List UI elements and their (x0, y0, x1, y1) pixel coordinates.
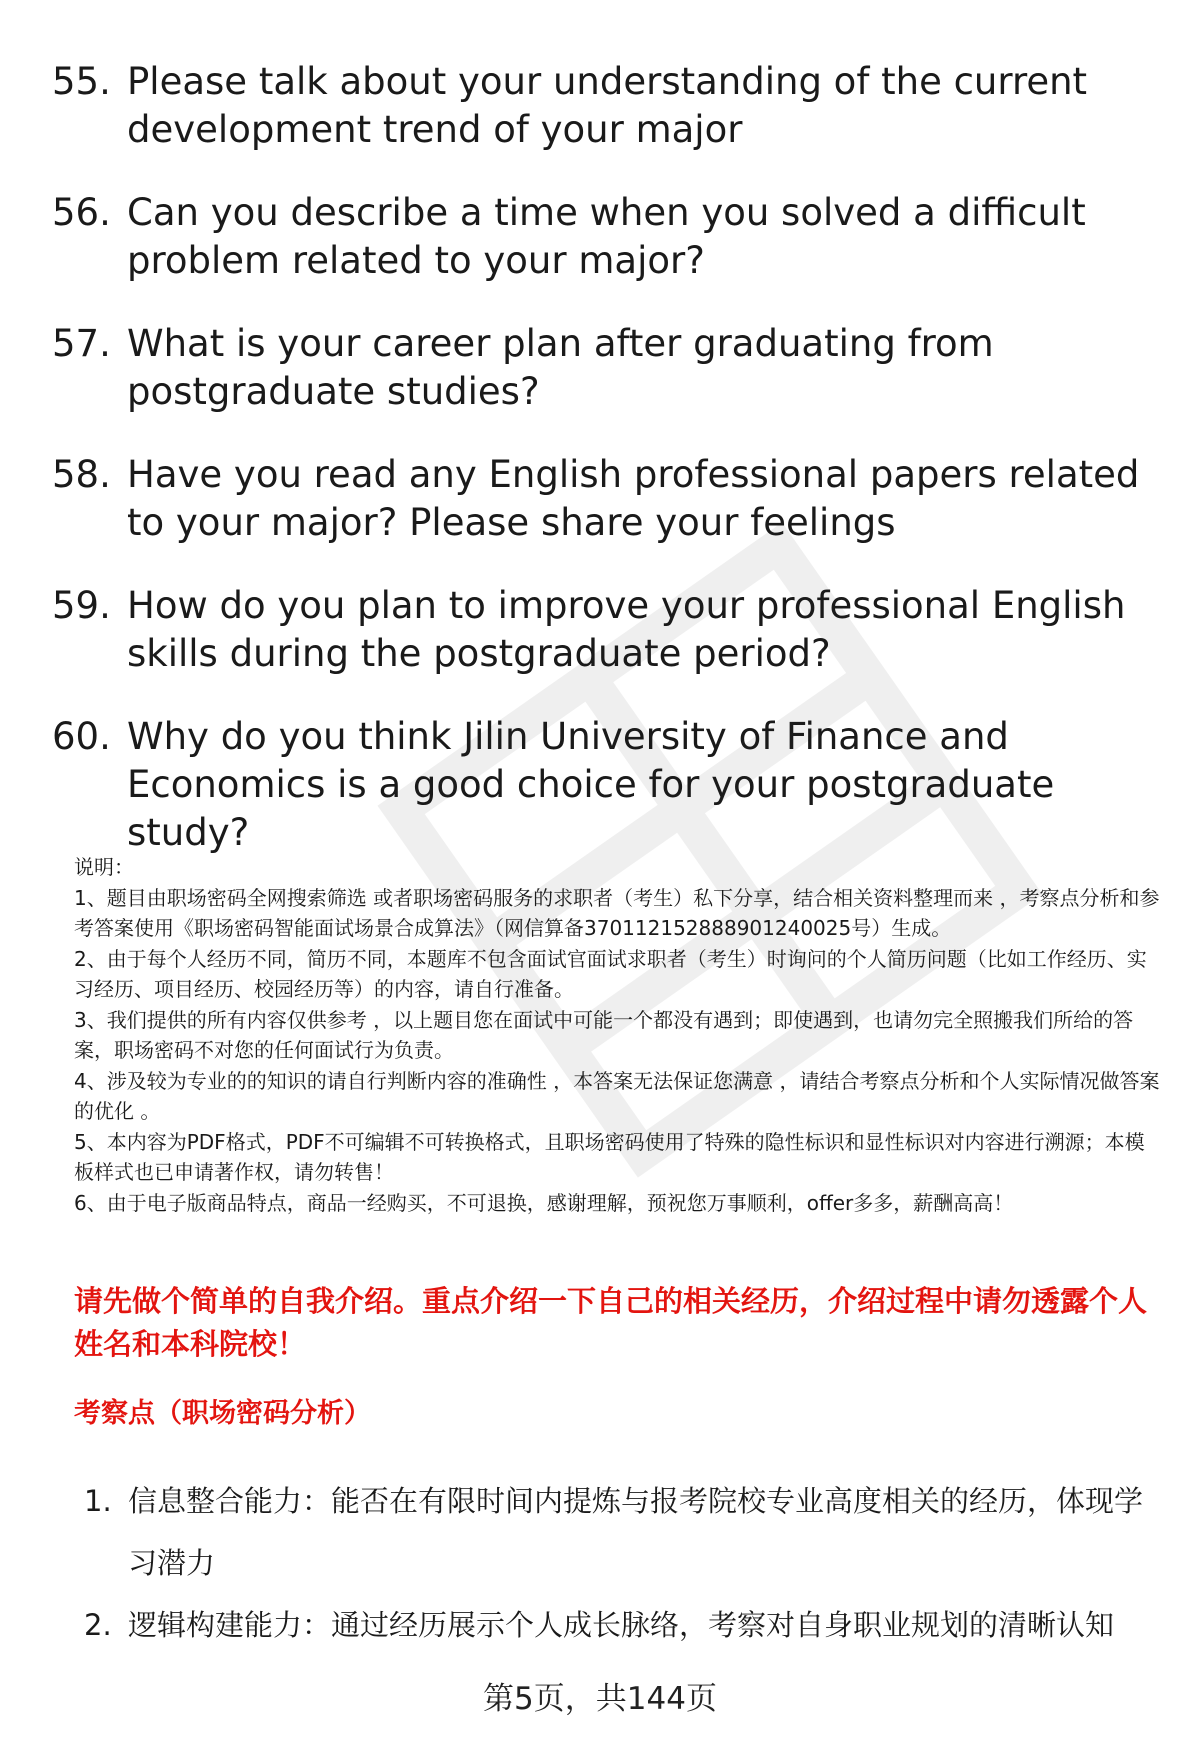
question-text: Have you read any English professional papers related to your major? Please share your feelings (127, 453, 1140, 544)
question-number: 57. (52, 322, 111, 365)
note-item: 3、我们提供的所有内容仅供参考 ，以上题目您在面试中可能一个都没有遇到；即使遇到，也请勿完全照搬我们所给的答案，职场密码不对您的任何面试行为负责。 (74, 1007, 1134, 1062)
question-number: 60. (52, 715, 111, 758)
note-item: 5、本内容为PDF格式，PDF不可编辑不可转换格式，且职场密码使用了特殊的隐性标识和显性标识对内容进行溯源；本模板样式也已申请著作权，请勿转售！ (74, 1129, 1145, 1184)
note-item: 2、由于每个人经历不同，简历不同，本题库不包含面试官面试求职者（考生）时询问的个人简历问题（比如工作经历、实习经历、项目经历、校园经历等）的内容，请自行准备。 (74, 946, 1147, 1001)
page-footer: 第5页，共144页 (483, 1681, 717, 1717)
point-text: 信息整合能力：能否在有限时间内提炼与报考院校专业高度相关的经历，体现学习潜力 (128, 1484, 1144, 1580)
point-number: 1. (84, 1484, 112, 1518)
analysis-points (84, 1470, 1164, 1656)
question-text: How do you plan to improve your professional English skills during the postgraduate period? (127, 584, 1126, 675)
question-text: Please talk about your understanding of the current development trend of your major (127, 60, 1088, 151)
question-item (52, 58, 1162, 154)
question-item (52, 451, 1162, 547)
question-item (52, 713, 1162, 857)
question-number: 58. (52, 453, 111, 496)
question-text: Can you describe a time when you solved a difficult problem related to your major? (127, 191, 1086, 282)
question-item (52, 189, 1162, 285)
analysis-point (84, 1594, 1164, 1656)
intro-question: 请先做个简单的自我介绍。重点介绍一下自己的相关经历，介绍过程中请勿透露个人姓名和本科院校！ (74, 1284, 1148, 1361)
question-item (52, 320, 1162, 416)
analysis-point (84, 1470, 1164, 1594)
note-item: 6、由于电子版商品特点，商品一经购买，不可退换，感谢理解，预祝您万事顺利，offer多多，薪酬高高！ (74, 1190, 1014, 1215)
question-list (52, 58, 1162, 892)
question-number: 55. (52, 60, 111, 103)
note-item: 1、题目由职场密码全网搜索筛选 或者职场密码服务的求职者（考生）私下分享，结合相关资料整理而来 ，考察点分析和参考答案使用《职场密码智能面试场景合成算法》（网信算备370112152888901240025号）生成。 (74, 885, 1160, 940)
question-text: Why do you think Jilin University of Finance and Economics is a good choice for your postgraduate study? (127, 715, 1055, 854)
note-item: 4、涉及较为专业的的知识的请自行判断内容的准确性 ，本答案无法保证您满意 ，请结合考察点分析和个人实际情况做答案的优化 。 (74, 1068, 1160, 1123)
disclaimer-notes (74, 852, 1164, 1218)
question-number: 59. (52, 584, 111, 627)
point-number: 2. (84, 1608, 112, 1642)
question-item (52, 582, 1162, 678)
question-number: 56. (52, 191, 111, 234)
point-text: 逻辑构建能力：通过经历展示个人成长脉络，考察对自身职业规划的清晰认知 (128, 1608, 1115, 1642)
notes-heading: 说明： (74, 855, 134, 879)
question-text: What is your career plan after graduating from postgraduate studies? (127, 322, 994, 413)
analysis-heading: 考察点（职场密码分析） (74, 1398, 371, 1429)
